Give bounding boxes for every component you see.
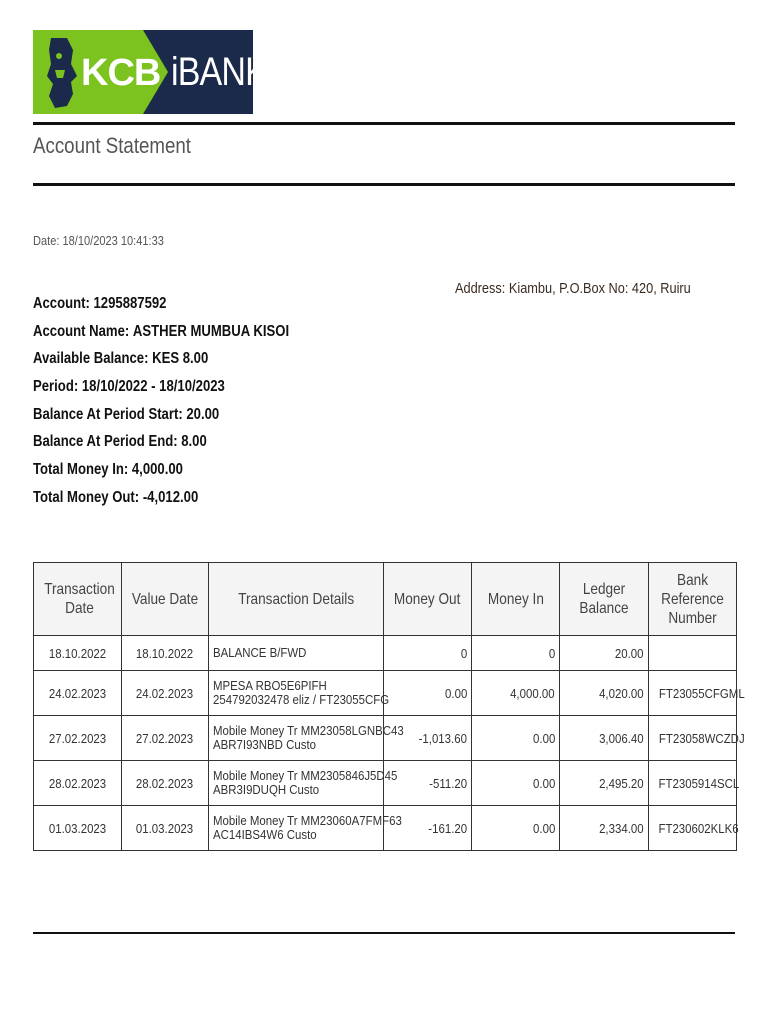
kcb-ibank-logo bbox=[33, 30, 267, 114]
page-title: Account Statement bbox=[33, 133, 192, 158]
header-transaction-details: Transaction Details bbox=[209, 563, 384, 636]
account-address: Address: Kiambu, P.O.Box No: 420, Ruiru bbox=[455, 280, 691, 297]
table-header-row bbox=[34, 563, 737, 636]
info-account: Account: 1295887592 bbox=[33, 295, 167, 312]
header-transaction-date: Transaction Date bbox=[34, 563, 122, 636]
table-row: 24.02.2023 24.02.2023 MPESA RBO5E6PIFH 254792032478 eliz / FT23055CFG 0.00 4,000.00 4,020.00 FT23055CFGML bbox=[34, 671, 737, 716]
title-divider bbox=[33, 183, 735, 186]
logo-kcb-text: KCB bbox=[81, 52, 161, 94]
info-total-money-in: Total Money In: 4,000.00 bbox=[33, 461, 183, 479]
info-total-money-out: Total Money Out: -4,012.00 bbox=[33, 488, 199, 506]
table-row: 18.10.2022 18.10.2022 BALANCE B/FWD 0 0 20.00 bbox=[34, 636, 737, 671]
logo-ibank-text: iBANK bbox=[171, 50, 267, 94]
table-row: 28.02.2023 28.02.2023 Mobile Money Tr MM2305846J5D45 ABR3I9DUQH Custo -511.20 0.00 2,495.20 FT2305914SCL bbox=[34, 761, 737, 806]
header-value-date: Value Date bbox=[122, 563, 209, 636]
header-money-out: Money Out bbox=[384, 563, 472, 636]
header-ledger-balance: Ledger Balance bbox=[560, 563, 649, 636]
info-period: Period: 18/10/2022 - 18/10/2023 bbox=[33, 378, 225, 396]
info-available-balance: Available Balance: KES 8.00 bbox=[33, 350, 209, 368]
header-bank-reference: Bank Reference Number bbox=[649, 563, 737, 636]
info-balance-end: Balance At Period End: 8.00 bbox=[33, 433, 207, 451]
statement-date: Date: 18/10/2023 10:41:33 bbox=[33, 233, 164, 248]
table-row: 01.03.2023 01.03.2023 Mobile Money Tr MM23060A7FMF63 AC14IBS4W6 Custo -161.20 0.00 2,334.00 FT230602KLK6 bbox=[34, 806, 737, 851]
top-divider bbox=[33, 122, 735, 125]
transactions-table bbox=[33, 562, 745, 851]
bottom-divider bbox=[33, 932, 735, 934]
info-balance-start: Balance At Period Start: 20.00 bbox=[33, 405, 220, 423]
account-info bbox=[33, 290, 353, 512]
header-money-in: Money In bbox=[472, 563, 560, 636]
table-row: 27.02.2023 27.02.2023 Mobile Money Tr MM23058LGNBC43 ABR7I93NBD Custo -1,013.60 0.00 3,006.40 FT23058WCZDJ bbox=[34, 716, 737, 761]
info-account-name: Account Name: ASTHER MUMBUA KISOI bbox=[33, 322, 290, 340]
